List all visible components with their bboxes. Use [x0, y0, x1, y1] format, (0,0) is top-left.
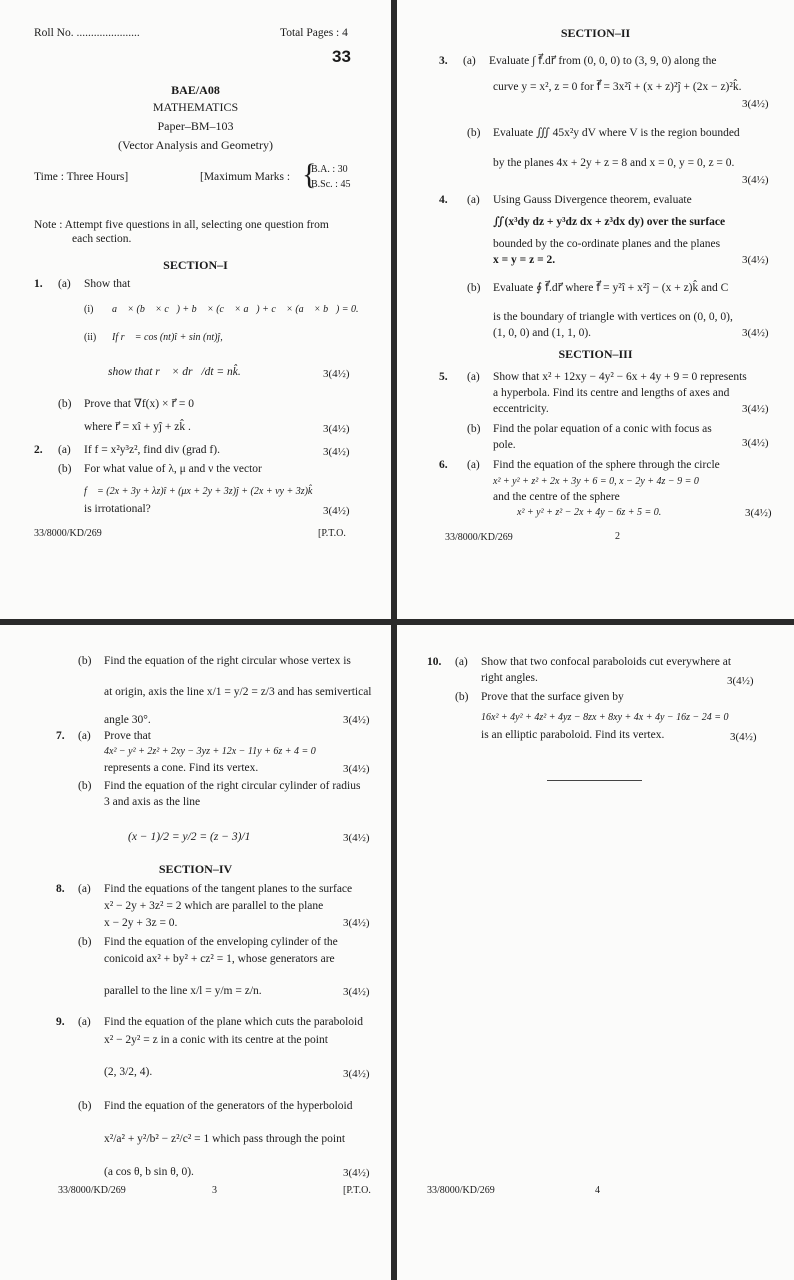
marks: 3(4½) — [742, 98, 769, 110]
part-label: (b) — [455, 691, 469, 703]
paper-number: 33 — [332, 47, 351, 66]
horizontal-divider — [0, 619, 794, 625]
marks-bsc: B.Sc. : 45 — [311, 179, 351, 190]
part-label: (a) — [78, 1016, 91, 1028]
question-text: x = y = z = 2. — [493, 254, 556, 266]
question-text: by the planes 4x + 2y + z = 8 and x = 0, y = 0, z = 0. — [493, 157, 735, 169]
question-text: represents a cone. Find its vertex. — [104, 762, 259, 774]
equation: show that r⃗ × dr⃗/dt = nk̂. — [108, 366, 241, 378]
marks: 3(4½) — [745, 507, 772, 519]
roll-number-field: Roll No. ...................... — [34, 27, 140, 39]
paper-name: Paper–BM–103 — [157, 119, 234, 133]
section-heading: SECTION–II — [560, 26, 631, 40]
footer-code: 33/8000/KD/269 — [445, 532, 513, 543]
equation: If r⃗ = cos (nt)î + sin (nt)ĵ, — [112, 332, 223, 343]
question-text: Show that — [84, 278, 131, 290]
question-number: 5. — [439, 371, 448, 383]
marks: 3(4½) — [343, 986, 370, 998]
marks: 3(4½) — [742, 327, 769, 339]
question-text: Evaluate ∭ 45x²y dV where V is the region bounded — [493, 127, 740, 139]
question-number: 2. — [34, 444, 43, 456]
marks: 3(4½) — [742, 174, 769, 186]
question-text: Evaluate ∮ f⃗.dr⃗ where f⃗ = y²î + x²ĵ − (x + z)k̂ and C — [493, 282, 729, 294]
question-text: Find the equation of the right circular cylinder of radius — [104, 780, 361, 792]
question-text: Find the equation of the enveloping cylinder of the — [104, 936, 338, 948]
part-label: (a) — [467, 371, 480, 383]
question-text: Show that two confocal paraboloids cut everywhere at — [481, 656, 732, 668]
part-label: (b) — [467, 423, 481, 435]
max-marks-label: [Maximum Marks : — [200, 171, 291, 183]
question-text: For what value of λ, μ and ν the vector — [84, 463, 262, 475]
question-text: right angles. — [481, 672, 538, 684]
question-text: curve y = x², z = 0 for f⃗ = 3x²î + (x + z)²ĵ + (2x − z)²k̂. — [493, 81, 742, 93]
question-text: is irrotational? — [84, 503, 151, 515]
question-number: 3. — [439, 55, 448, 67]
marks: 3(4½) — [323, 368, 350, 380]
footer-pto: [P.T.O. — [318, 528, 346, 539]
note-line-1: Note : Attempt five questions in all, selecting one question from — [34, 219, 329, 231]
question-text: 3 and axis as the line — [104, 796, 201, 808]
part-label: (a) — [467, 459, 480, 471]
question-number: 1. — [34, 278, 43, 290]
question-number: 9. — [56, 1016, 65, 1028]
page-1 — [0, 0, 391, 619]
paper-title: (Vector Analysis and Geometry) — [118, 138, 273, 152]
part-label: (a) — [58, 278, 71, 290]
subject-title: MATHEMATICS — [152, 100, 239, 114]
footer-code: 33/8000/KD/269 — [58, 1185, 126, 1196]
question-text: eccentricity. — [493, 403, 549, 415]
part-label: (a) — [58, 444, 71, 456]
equation: 4x² − y² + 2z² + 2xy − 3yz + 12x − 11y + 6z + 4 = 0 — [104, 746, 316, 757]
part-label: (b) — [467, 127, 481, 139]
section-heading: SECTION–IV — [158, 862, 233, 876]
exam-time: Time : Three Hours] — [34, 171, 129, 183]
question-text: Find the polar equation of a conic with focus as — [493, 423, 712, 435]
part-label: (b) — [78, 780, 92, 792]
question-text: x − 2y + 3z = 0. — [104, 917, 178, 929]
equation: f⃗ = (2x + 3y + λz)î + (μx + 2y + 3z)ĵ + (2x + νy + 3z)k̂ — [84, 486, 313, 497]
marks: 3(4½) — [343, 917, 370, 929]
marks: 3(4½) — [742, 437, 769, 449]
part-label: (a) — [463, 55, 476, 67]
marks: 3(4½) — [730, 731, 757, 743]
question-text: parallel to the line x/l = y/m = z/n. — [104, 985, 262, 997]
marks: 3(4½) — [742, 403, 769, 415]
part-label: (b) — [58, 463, 72, 475]
question-text: at origin, axis the line x/1 = y/2 = z/3 and has semivertical — [104, 686, 372, 698]
question-text: where r⃗ = xî + yĵ + zk̂ . — [84, 421, 191, 433]
question-text: bounded by the co-ordinate planes and the planes — [493, 238, 721, 250]
footer-page-number: 4 — [595, 1185, 600, 1196]
marks: 3(4½) — [323, 505, 350, 517]
equation: a⃗ × (b⃗ × c⃗) + b⃗ × (c⃗ × a⃗) + c⃗ × (a⃗ × b⃗) = 0. — [112, 304, 359, 315]
page-3 — [0, 625, 391, 1280]
part-label: (b) — [78, 936, 92, 948]
question-text: angle 30°. — [104, 714, 151, 726]
footer-page-number: 3 — [212, 1185, 217, 1196]
marks: 3(4½) — [323, 423, 350, 435]
subpart-label: (ii) — [84, 332, 97, 343]
question-number: 4. — [439, 194, 448, 206]
part-label: (b) — [58, 398, 72, 410]
question-text: x²/a² + y²/b² − z²/c² = 1 which pass through the point — [104, 1133, 346, 1145]
question-text: and the centre of the sphere — [493, 491, 620, 503]
part-label: (a) — [467, 194, 480, 206]
footer-pto: [P.T.O. — [343, 1185, 371, 1196]
question-text: Prove that ∇f(x) × r⃗ = 0 — [84, 398, 195, 410]
footer-code: 33/8000/KD/269 — [34, 528, 102, 539]
question-text: is an elliptic paraboloid. Find its vertex. — [481, 729, 665, 741]
total-pages: Total Pages : 4 — [280, 27, 348, 39]
vertical-divider — [391, 0, 397, 1280]
page-2 — [397, 0, 794, 619]
part-label: (a) — [455, 656, 468, 668]
marks: 3(4½) — [343, 832, 370, 844]
page-4 — [397, 625, 794, 1280]
footer-code: 33/8000/KD/269 — [427, 1185, 495, 1196]
question-text: Show that x² + 12xy − 4y² − 6x + 4y + 9 = 0 represents — [493, 371, 747, 383]
question-text: is the boundary of triangle with vertices on (0, 0, 0), — [493, 311, 733, 323]
marks: 3(4½) — [343, 1167, 370, 1179]
question-text: ∬(x³dy dz + y³dz dx + z³dx dy) over the surface — [493, 216, 726, 228]
marks: 3(4½) — [742, 254, 769, 266]
subpart-label: (i) — [84, 304, 94, 315]
question-text: Using Gauss Divergence theorem, evaluate — [493, 194, 692, 206]
part-label: (a) — [78, 883, 91, 895]
question-number: 10. — [427, 656, 442, 668]
note-line-2: each section. — [72, 233, 132, 245]
marks: 3(4½) — [727, 675, 754, 687]
marks: 3(4½) — [343, 1068, 370, 1080]
question-text: Find the equation of the right circular whose vertex is — [104, 655, 351, 667]
footer-page-number: 2 — [615, 531, 620, 542]
question-number: 7. — [56, 730, 65, 742]
marks-brace: { — [302, 158, 317, 191]
part-label: (b) — [78, 1100, 92, 1112]
equation: x² + y² + z² − 2x + 4y − 6z + 5 = 0. — [517, 507, 662, 518]
question-text: x² − 2y² = z in a conic with its centre at the point — [104, 1034, 328, 1046]
question-text: a hyperbola. Find its centre and lengths of axes and — [493, 387, 730, 399]
question-text: Find the equation of the sphere through the circle — [493, 459, 720, 471]
question-text: (2, 3/2, 4). — [104, 1066, 153, 1078]
marks: 3(4½) — [323, 446, 350, 458]
marks: 3(4½) — [343, 714, 370, 726]
question-text: Find the equation of the generators of the hyperboloid — [104, 1100, 353, 1112]
marks-ba: B.A. : 30 — [311, 164, 348, 175]
question-text: x² − 2y + 3z² = 2 which are parallel to the plane — [104, 900, 324, 912]
marks: 3(4½) — [343, 763, 370, 775]
question-text: conicoid ax² + by² + cz² = 1, whose generators are — [104, 953, 335, 965]
equation: x² + y² + z² + 2x + 3y + 6 = 0, x − 2y + 4z − 9 = 0 — [493, 476, 699, 487]
question-text: pole. — [493, 439, 516, 451]
question-text: (a cos θ, b sin θ, 0). — [104, 1166, 194, 1178]
end-rule — [547, 780, 642, 781]
section-heading: SECTION–III — [558, 347, 633, 361]
question-text: Prove that the surface given by — [481, 691, 624, 703]
section-heading: SECTION–I — [163, 258, 228, 272]
question-number: 6. — [439, 459, 448, 471]
question-text: If f = x²y³z², find div (grad f). — [84, 444, 220, 456]
equation: 16x² + 4y² + 4z² + 4yz − 8zx + 8xy + 4x + 4y − 16z − 24 = 0 — [481, 712, 729, 723]
question-number: 8. — [56, 883, 65, 895]
question-text: Find the equations of the tangent planes to the surface — [104, 883, 353, 895]
part-label: (b) — [467, 282, 481, 294]
question-text: (1, 0, 0) and (1, 1, 0). — [493, 327, 592, 339]
question-text: Prove that — [104, 730, 151, 742]
part-label: (b) — [78, 655, 92, 667]
question-text: Evaluate ∫ f⃗.dr⃗ from (0, 0, 0) to (3, 9, 0) along the — [489, 55, 717, 67]
question-text: Find the equation of the plane which cuts the paraboloid — [104, 1016, 364, 1028]
part-label: (a) — [78, 730, 91, 742]
paper-code: BAE/A08 — [171, 83, 220, 97]
equation: (x − 1)/2 = y/2 = (z − 3)/1 — [128, 831, 251, 843]
